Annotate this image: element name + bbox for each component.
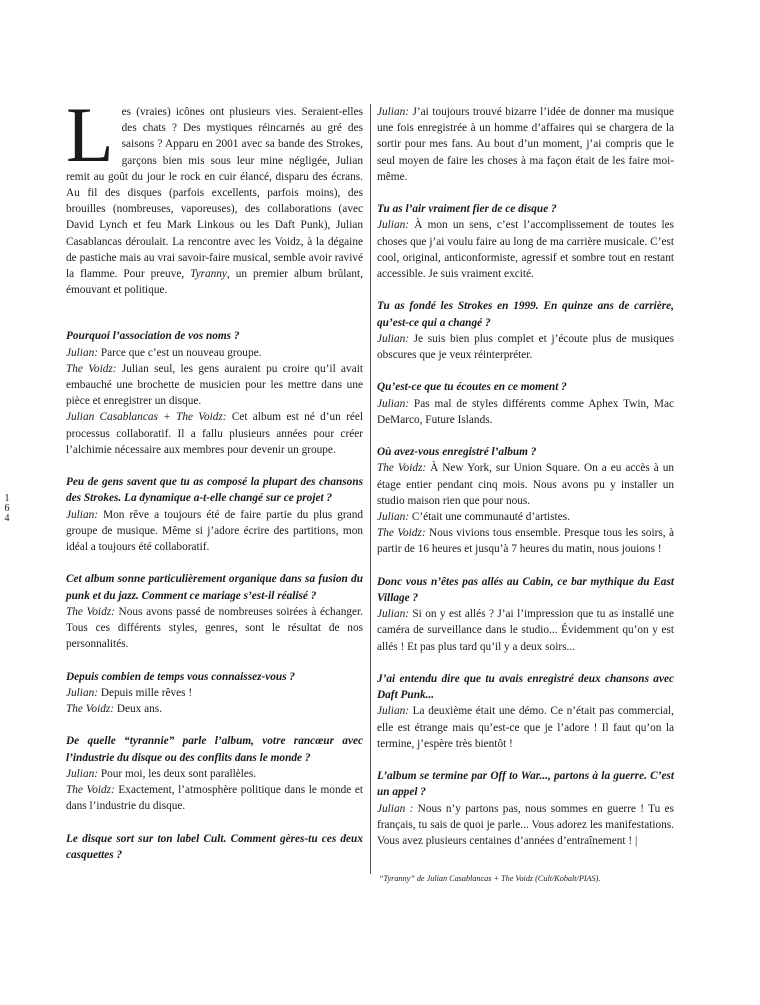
speaker-name: Julian:	[377, 106, 409, 118]
interview-answer	[377, 460, 674, 509]
answer-text: Exactement, l’atmosphère politique dans le monde et dans l’industrie du disque.	[66, 784, 364, 813]
speaker-name: Julian:	[66, 346, 98, 359]
answer-text: Pour moi, les deux sont parallèles.	[98, 767, 257, 780]
page-number-digit: 4	[4, 513, 12, 524]
qa-block	[377, 298, 674, 363]
interview-question: Le disque sort sur ton label Cult. Comment gères-tu ces deux casquettes ?	[66, 832, 363, 861]
interview-question: Peu de gens savent que tu as composé la plupart des chansons des Strokes. La dynamique a-t-elle changé sur ce projet ?	[66, 476, 363, 505]
interview-question: Tu as l’air vraiment fier de ce disque ?	[377, 203, 557, 216]
qa-block	[377, 379, 674, 428]
answer-text: Mon rêve a toujours été de faire partie du plus grand groupe de musique. Même si j’adore écrire des partitions, mon idéal a toujours été collaboratif.	[66, 508, 363, 554]
column-divider	[370, 104, 371, 874]
intro-album-title: Tyranny	[190, 268, 227, 281]
speaker-name: Julian :	[377, 802, 414, 815]
speaker-name: Julian:	[66, 686, 98, 699]
qa-block	[377, 671, 674, 752]
page-number-digit: 1	[4, 493, 12, 504]
speaker-name: Julian Casablancas + The Voidz:	[66, 411, 227, 424]
speaker-name: The Voidz:	[377, 462, 427, 475]
interview-question: J’ai entendu dire que tu avais enregistré deux chansons avec Daft Punk...	[377, 673, 674, 702]
interview-answer	[66, 766, 363, 782]
speaker-name: Julian:	[66, 508, 98, 521]
answer-text: À mon un sens, c’est l’accomplissement de toutes les choses que j’ai voulu faire au long de ma carrière musicale. C’est cool, original, anticonformiste, agressif et sombre tout en restant accessible. Je suis vraiment excité.	[377, 219, 674, 281]
interview-answer	[377, 104, 674, 185]
qa-block	[66, 328, 363, 458]
speaker-name: The Voidz:	[66, 784, 115, 797]
interview-question: Où avez-vous enregistré l’album ?	[377, 446, 537, 459]
answer-text: La deuxième était une démo. Ce n’était pas commercial, elle est étrange mais qu’est-ce que je l’adore ! Il faut qu’on la termine, j’espère très bientôt !	[377, 705, 674, 750]
interview-answer	[377, 703, 674, 752]
qa-block	[66, 571, 363, 652]
qa-block	[377, 768, 674, 849]
intro-paragraph	[66, 91, 363, 298]
interview-answer	[66, 361, 363, 410]
interview-question: Tu as fondé les Strokes en 1999. En quinze ans de carrière, qu’est-ce qui a changé ?	[377, 300, 674, 329]
answer-text: Nous n’y partons pas, nous sommes en guerre ! Tu es français, tu sais de quoi je parle... Vous adorez les manifestations. Vous avez plusieurs centaines d’années d’entraînement !	[377, 802, 674, 848]
interview-answer	[66, 345, 363, 361]
speaker-name: The Voidz:	[66, 605, 115, 618]
qa-block	[377, 104, 674, 185]
intro-text-end: , un premier album brûlant, émouvant et politique.	[66, 268, 363, 297]
speaker-name: The Voidz:	[66, 703, 115, 716]
interview-answer	[66, 685, 363, 701]
speaker-name: Julian:	[377, 332, 409, 345]
qa-block	[377, 444, 674, 557]
qa-block	[66, 831, 363, 863]
interview-answer	[377, 217, 674, 282]
answer-text: Nous vivions tous ensemble. Presque tous les soirs, à partir de 16 heures et jusqu’à 7 heures du matin, nous jouions !	[377, 527, 674, 556]
qa-block	[66, 669, 363, 718]
end-mark: |	[634, 835, 638, 848]
interview-answer	[66, 507, 363, 556]
interview-question: Pourquoi l’association de vos noms ?	[66, 330, 240, 343]
speaker-name: The Voidz:	[377, 527, 426, 540]
interview-answer	[377, 525, 674, 557]
interview-question: Donc vous n’êtes pas allés au Cabin, ce bar mythique du East Village ?	[377, 575, 674, 605]
left-column	[66, 91, 364, 879]
page-number-digit: 6	[4, 503, 12, 514]
speaker-name: Julian:	[66, 767, 98, 780]
interview-question: Qu’est-ce que tu écoutes en ce moment ?	[377, 381, 567, 394]
interview-answer	[66, 409, 363, 458]
left-interview-blocks	[66, 328, 363, 863]
interview-answer	[377, 509, 674, 525]
answer-text: Pas mal de styles différents comme Aphex Twin, Mac DeMarco, Future Islands.	[377, 397, 674, 426]
page-number	[2, 494, 14, 524]
qa-block	[66, 733, 363, 814]
album-credit-footnote: “Tyranny” de Julian Casablancas + The Voidz (Cult/Kobalt/PIAS).	[379, 874, 601, 883]
speaker-name: Julian:	[377, 219, 409, 232]
answer-text: Deux ans.	[114, 703, 163, 716]
interview-answer	[377, 801, 674, 850]
answer-text: Depuis mille rêves !	[98, 686, 193, 699]
speaker-name: Julian:	[377, 705, 409, 718]
interview-answer	[377, 331, 674, 363]
qa-block	[66, 474, 363, 555]
answer-text: Julian seul, les gens auraient pu croire qu’il avait embauché une brochette de musicien pour les mettre dans une pièce et enregistrer un disque.	[66, 362, 363, 408]
answer-text: À New York, sur Union Square. On a eu accès à un étage entier pendant cinq mois. Nous avons pu y installer un studio maison rien que pour nous.	[377, 462, 674, 507]
intro-text: es (vraies) icônes ont plusieurs vies. Seraient-elles des chats ? Des mystiques réincarnés au gré des saisons ? Apparu en 2001 avec sa bande des Strokes, garçons bien mis sous leur mine négligée, Julian remit au goût du jour le rock en cuir élancé, disparu des écrans. Au fil des disques (parfois excellents, parfois moins), des brouilles (nombreuses, vaporeuses), des collaborations (avec David Lynch et feu Mark Linkous ou les Daft Punk), Julian Casablancas déroulait. La rencontre avec les Voidz, à la dégaine de pastiche mais au vrai savoir-faire musical, semble avoir ravivé la flamme. Pour preuve,	[66, 106, 363, 281]
qa-block	[377, 574, 674, 655]
answer-text: Je suis bien plus complet et j’écoute plus de musiques obscures que je veux réinterpréter.	[377, 332, 674, 362]
interview-answer	[66, 782, 363, 814]
answer-text: C’était une communauté d’artistes.	[409, 511, 570, 524]
qa-block	[377, 201, 674, 282]
answer-text: J’ai toujours trouvé bizarre l’idée de donner ma musique une fois enregistrée à un homme d’affaires qui se chargera de la sortir pour mes fans. Au bout d’un moment, j’ai compris que le seul moyen de faire les choses à ma façon était de les faire moi-même.	[377, 106, 674, 183]
answer-text: Parce que c’est un nouveau groupe.	[98, 346, 262, 359]
answer-text: Cet album est né d’un réel processus collaboratif. Il a fallu plusieurs années pour créer l’alchimie nécessaire aux membres pour devenir un groupe.	[66, 411, 364, 456]
interview-answer	[66, 701, 363, 717]
speaker-name: Julian:	[377, 511, 409, 524]
interview-question: Depuis combien de temps vous connaissez-vous ?	[66, 670, 296, 683]
right-column	[377, 104, 674, 865]
right-interview-blocks	[377, 104, 674, 849]
interview-question: De quelle “tyrannie” parle l’album, votre rancœur avec l’industrie du disque ou des conflits dans le monde ?	[66, 735, 363, 764]
speaker-name: Julian:	[377, 608, 409, 621]
interview-question: L’album se termine par Off to War..., partons à la guerre. C’est un appel ?	[377, 770, 674, 799]
interview-answer	[377, 606, 674, 655]
interview-answer	[66, 604, 363, 653]
drop-cap: L	[66, 91, 114, 178]
speaker-name: Julian:	[377, 397, 409, 410]
interview-answer	[377, 396, 674, 428]
answer-text: Si on y est allés ? J’ai l’impression que tu as installé une caméra de surveillance dans le studio... Évidemment qu’on y est allés ! Et pas plus tard qu’il y a deux soirs...	[377, 608, 674, 653]
speaker-name: The Voidz:	[66, 362, 117, 375]
answer-text: Nous avons passé de nombreuses soirées à échanger. Tous ces différents styles, genres, sont le résultat de nos personnalités.	[66, 605, 363, 651]
interview-question: Cet album sonne particulièrement organique dans sa fusion du punk et du jazz. Comment ce mariage s’est-il réalisé ?	[66, 573, 363, 602]
